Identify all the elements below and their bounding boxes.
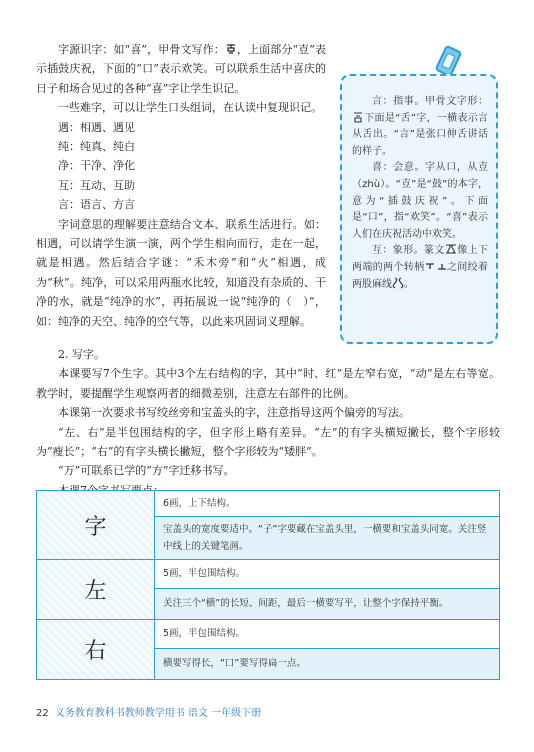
table-structure: 5画，半包围结构。 <box>155 560 500 589</box>
oracle-yan-glyph-icon <box>352 111 364 123</box>
vocab-item: 纯：纯真、纯白 <box>58 140 135 154</box>
table-structure: 5画，半包围结构。 <box>155 620 500 649</box>
side-note-box <box>340 74 498 344</box>
twist-thread-glyph-icon <box>392 277 404 289</box>
table-row <box>37 620 500 649</box>
writing-paragraph: 本课第一次要求书写绞丝旁和宝盖头的字，注意指导这两个偏旁的写法。 <box>58 406 410 420</box>
table-row <box>37 491 500 517</box>
table-tip: 关注三个“横”的长短、间距，最后一横要写平，让整个字保持平衡。 <box>155 588 500 619</box>
table-char: 左 <box>37 560 155 620</box>
writing-section <box>36 345 500 500</box>
table-structure: 6画，上下结构。 <box>155 491 500 517</box>
writing-paragraph: “万”可联系已学的“方”字迁移书写。 <box>58 464 235 478</box>
meaning-paragraph: 字词意思的理解要注意结合文本、联系生活进行。如：相遇，可以请学生演一演，两个学生相向而行，走在一起，就是相遇。然后结合字谜：“禾木旁”和“火”相遇，成为“秋”。纯净，可以采用两瓶水比较，知道没有杂质的、干净的水，就是“纯净的水”，再拓展说一说“纯净的（ ）”，如：纯净的天空、纯净的空气等，以此来巩固词义理解。 <box>36 217 326 328</box>
table-tip: 横要写得长，“口”要写得扁一点。 <box>155 648 500 679</box>
intro-paragraph: 字源识字：如“喜”，甲骨文写作： ，上面部分“壴”表示插鼓庆祝，下面的“口”表示欢笑。可以联系生活中喜庆的日子和场合见过的各种“喜”字让学生识记。 <box>36 43 327 95</box>
writing-paragraph: 本课要写7个生字。其中3个左右结构的字，其中“时、红”是左窄右宽，“动”是左右等宽。教学时，要提醒学生观察两者的细微差别，注意左右部件的比例。 <box>36 367 500 400</box>
table-tip: 宝盖头的宽度要适中。“子”字要藏在宝盖头里，一横要和宝盖头同宽。关注竖中线上的关键笔画。 <box>155 517 500 560</box>
twin-handles-glyph-icon <box>425 260 447 272</box>
table-char: 右 <box>37 620 155 680</box>
writing-heading: 2. 写字。 <box>58 348 105 361</box>
page-number: 22 <box>36 708 49 719</box>
note-xi: 喜：会意。字从口，从壴（zhù）。“壴”是“鼓”的本字，意为“插鼓庆祝”。下面是“口”，指“欢笑”。“喜”表示人们在庆祝活动中欢笑。 <box>352 162 488 240</box>
writing-paragraph: “左、右”是半包围结构的字，但字形上略有差异。“左”的有字头横短撇长，整个字形较为“瘦长”；“右”的有字头横长撇短，整个字形较为“矮胖”。 <box>36 425 500 459</box>
vocab-item: 遇：相遇、遇见 <box>58 120 135 134</box>
intro-paragraph-2: 一些难字，可以让学生口头组词，在认读中复现识记。 <box>58 101 322 115</box>
table-char: 字 <box>37 491 155 560</box>
oracle-xi-glyph-icon <box>225 43 237 55</box>
table-row <box>37 560 500 589</box>
seal-hu-glyph-icon <box>445 243 457 255</box>
vocab-item: 言：语言、方言 <box>58 198 135 212</box>
note-hu: 互：象形。篆文 像上下两端的两个转柄 之间绞着两股麻线 。 <box>352 245 489 290</box>
vocab-item: 互：互动、互助 <box>58 178 135 192</box>
main-text-column <box>36 40 326 331</box>
vocab-item: 净：干净、净化 <box>58 159 135 173</box>
char-writing-table <box>36 490 500 680</box>
book-title: 义务教育教科书教师教学用书 语文 一年级下册 <box>54 708 262 719</box>
note-yan: 言：指事。甲骨文字形：下面是“舌”字，一横表示言从舌出。“言”是张口伸舌讲话的样子。 <box>352 96 488 157</box>
page-footer <box>36 704 261 719</box>
